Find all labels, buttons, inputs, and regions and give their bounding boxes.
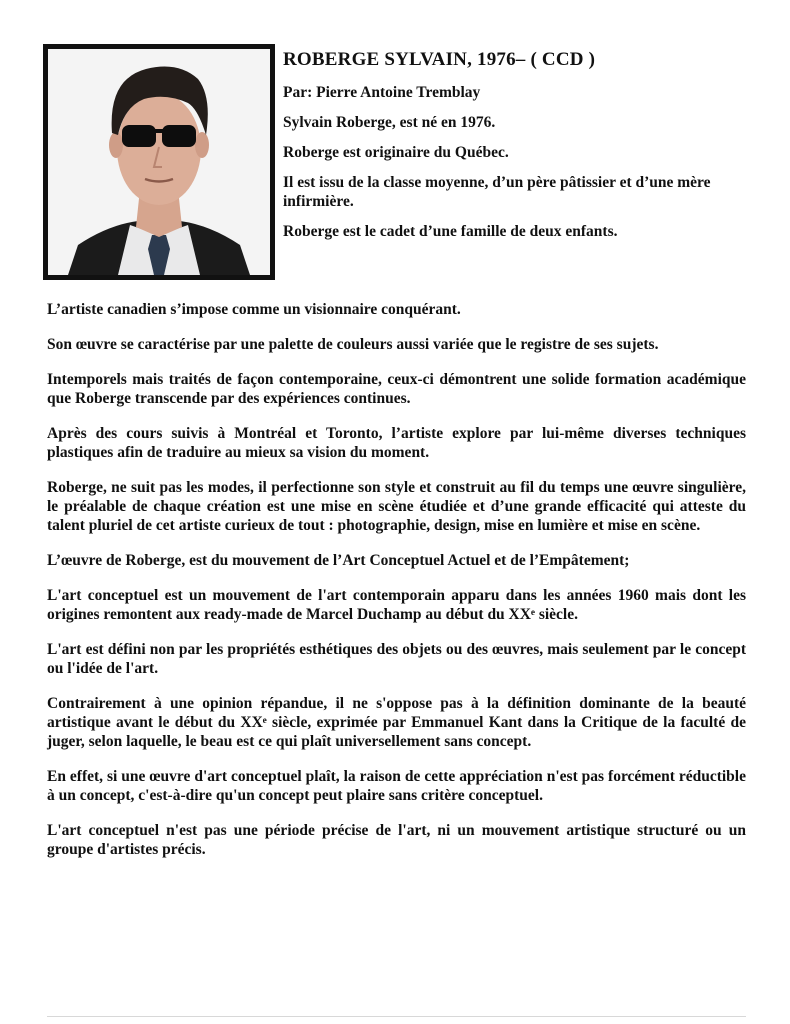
portrait-image [48, 49, 270, 275]
paragraph: L'art conceptuel est un mouvement de l'art contemporain apparu dans les années 1960 mais dont les origines remontent aux ready-made de Marcel Duchamp au début du XXᵉ siècle. [47, 587, 746, 623]
paragraph: Roberge, ne suit pas les modes, il perfectionne son style et construit au fil du temps une œuvre singulière, le préalable de chaque création est une mise en scène étudiée et d’une grande efficacité qui atteste du talent pluriel de cet artiste curieux de tout : photographie, design, mise en lumière et mise en scène. [47, 479, 746, 534]
paragraph: L'art conceptuel n'est pas une période précise de l'art, ni un mouvement artistique structuré ou un groupe d'artistes précis. [47, 822, 746, 858]
paragraph: En effet, si une œuvre d'art conceptuel plaît, la raison de cette appréciation n'est pas forcément réductible à un concept, c'est-à-dire qu'un concept peut plaire sans critère conceptuel. [47, 768, 746, 804]
paragraph: L’artiste canadien s’impose comme un visionnaire conquérant. [47, 301, 461, 318]
page-bottom-rule [47, 1016, 746, 1017]
paragraph: L'art est défini non par les propriétés esthétiques des objets ou des œuvres, mais seulement par le concept ou l'idée de l'art. [47, 641, 746, 677]
body-text [47, 300, 746, 875]
bio-line: Sylvain Roberge, est né en 1976. [283, 114, 496, 131]
page-title: ROBERGE SYLVAIN, 1976– ( CCD ) [283, 49, 596, 70]
paragraph: Après des cours suivis à Montréal et Toronto, l’artiste explore par lui-même diverses techniques plastiques afin de traduire au mieux sa vision du moment. [47, 425, 746, 461]
header-block [283, 48, 753, 252]
paragraph: Intemporels mais traités de façon contemporaine, ceux-ci démontrent une solide formation académique que Roberge transcende par des expériences continues. [47, 371, 746, 407]
author-line: Par: Pierre Antoine Tremblay [283, 84, 481, 101]
bio-line: Roberge est originaire du Québec. [283, 144, 509, 161]
paragraph: Contrairement à une opinion répandue, il ne s'oppose pas à la définition dominante de la beauté artistique avant le début du XXᵉ siècle, exprimée par Emmanuel Kant dans la Critique de la faculté de juger, selon laquelle, le beau est ce qui plaît universellement sans concept. [47, 695, 746, 750]
bio-line: Roberge est le cadet d’une famille de deux enfants. [283, 223, 618, 240]
paragraph: L’œuvre de Roberge, est du mouvement de l’Art Conceptuel Actuel et de l’Empâtement; [47, 552, 630, 569]
portrait-photo [43, 44, 275, 280]
bio-line: Il est issu de la classe moyenne, d’un père pâtissier et d’une mère infirmière. [283, 174, 711, 210]
paragraph: Son œuvre se caractérise par une palette de couleurs aussi variée que le registre de ses sujets. [47, 336, 659, 353]
